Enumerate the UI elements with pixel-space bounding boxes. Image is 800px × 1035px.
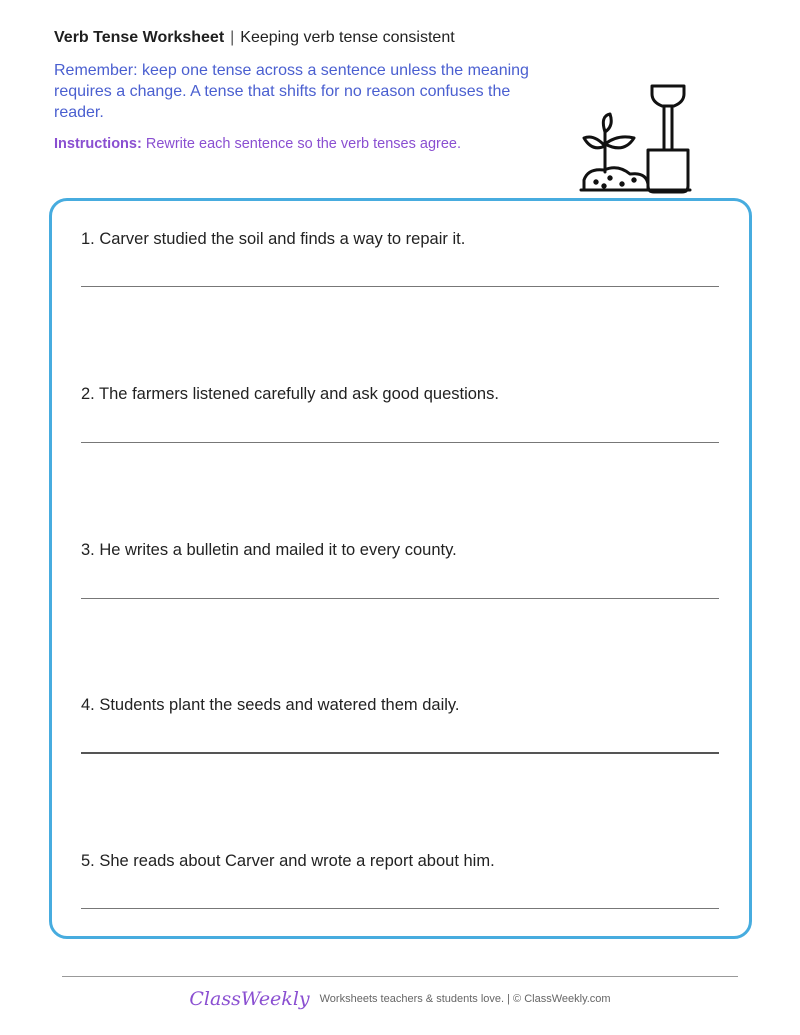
answer-line-4[interactable] (81, 752, 719, 754)
footer-tagline: Worksheets teachers & students love. | © ClassWeekly.com (319, 993, 611, 1005)
instructions (54, 135, 461, 153)
footer (0, 988, 800, 1010)
question-4: 4. Students plant the seeds and watered them daily. (81, 696, 460, 714)
worksheet-header (54, 28, 455, 48)
instructions-label: Instructions: (54, 136, 142, 152)
instructions-text: Rewrite each sentence so the verb tenses agree. (145, 136, 461, 152)
question-1: 1. Carver studied the soil and finds a way to repair it. (81, 230, 466, 248)
question-5: 5. She reads about Carver and wrote a report about him. (81, 852, 495, 870)
answer-line-3[interactable] (81, 598, 719, 599)
footer-divider (62, 976, 738, 977)
worksheet-title: Verb Tense Worksheet (54, 29, 225, 46)
question-2: 2. The farmers listened carefully and ask good questions. (81, 385, 499, 403)
answer-line-2[interactable] (81, 442, 719, 443)
sprout-and-shovel-icon (578, 80, 696, 196)
answer-line-1[interactable] (81, 286, 719, 287)
brand-logo: ClassWeekly (189, 988, 310, 1010)
worksheet-subtitle: Keeping verb tense consistent (240, 29, 455, 46)
answer-line-5[interactable] (81, 908, 719, 909)
questions-box (49, 198, 752, 939)
title-separator: | (230, 29, 235, 46)
question-3: 3. He writes a bulletin and mailed it to every county. (81, 541, 457, 559)
reminder-text: Remember: keep one tense across a sentence unless the meaning requires a change. A tense that shifts for no reason confuses the reader. (54, 62, 529, 121)
